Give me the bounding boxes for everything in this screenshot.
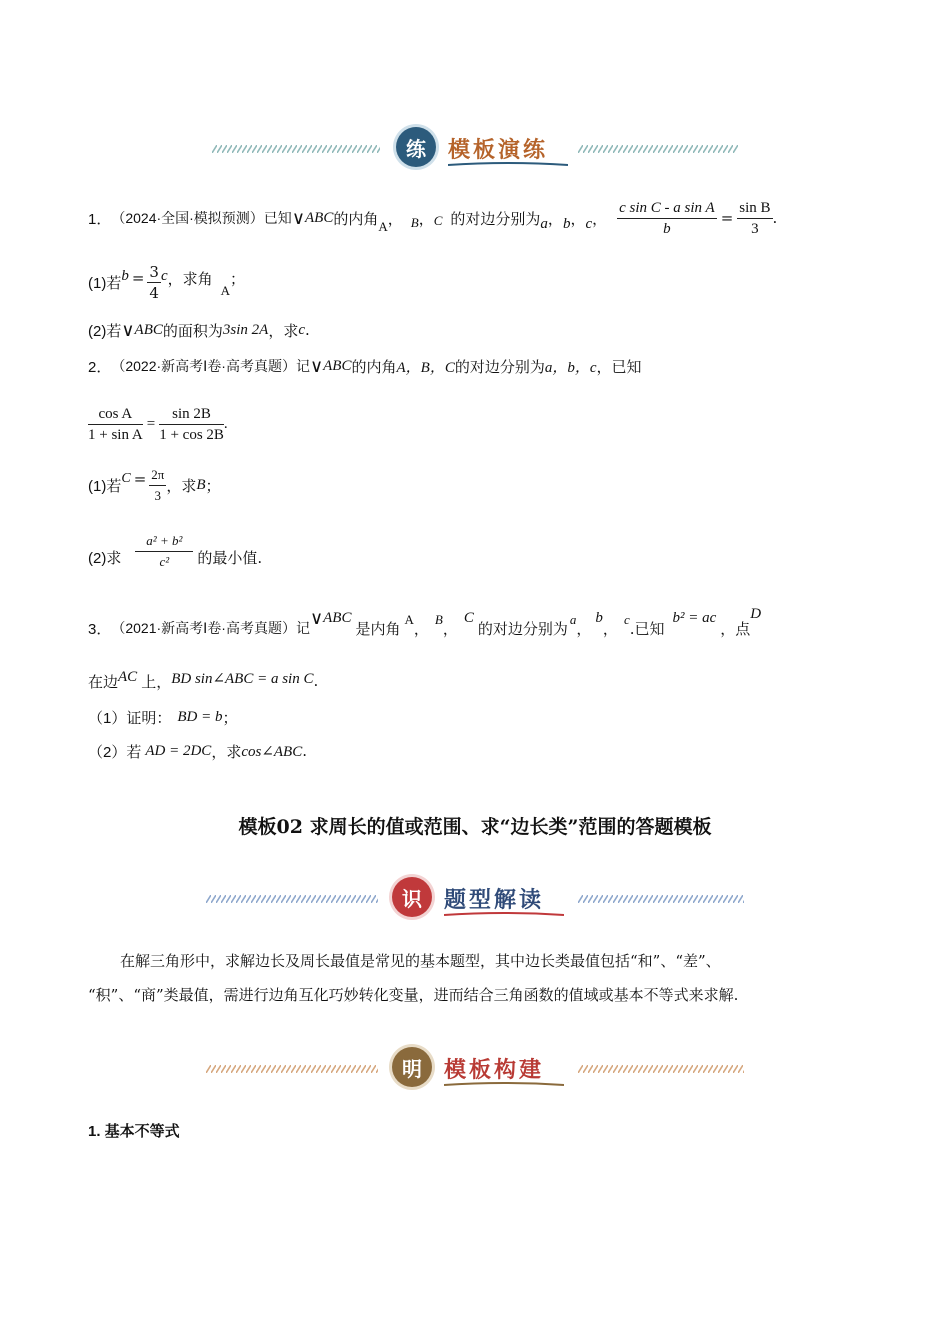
semicolon: ；	[205, 476, 221, 495]
banner-stripe-right	[578, 895, 744, 903]
triangle-symbol: ∨	[309, 607, 324, 629]
question-label: (2)求	[88, 550, 122, 567]
banner-title: 模板演练	[448, 137, 549, 163]
angle-a: A	[220, 283, 231, 298]
banner-practice	[212, 124, 738, 174]
fraction-numerator: c sin C - a sin A	[617, 198, 717, 219]
problem-text: 的内角	[351, 357, 397, 376]
banner-title: 题型解读	[444, 887, 545, 913]
problem-number: 2．	[88, 358, 112, 376]
period: .	[302, 742, 308, 760]
problem-number: 3．	[88, 620, 112, 638]
problem-2-line	[88, 352, 642, 380]
angle-c: C	[433, 213, 443, 228]
fraction-denominator: 3	[154, 487, 162, 503]
fraction-denominator: c²	[159, 554, 170, 569]
angles: A，B，C	[396, 359, 455, 376]
problem-1-question-1	[88, 259, 245, 305]
sides: a，b，c	[544, 359, 597, 376]
interpret-paragraph	[88, 944, 868, 1012]
fraction-rhs	[159, 404, 224, 445]
problem-3-question-1	[88, 703, 237, 731]
separator: ，	[547, 209, 563, 228]
banner-stripe-left	[206, 1065, 378, 1073]
question-text: 的面积为	[162, 321, 223, 340]
side-a: a	[569, 612, 577, 627]
period: .	[313, 672, 319, 690]
fraction-denominator: 4	[149, 283, 159, 302]
paragraph-line: 在解三角形中，求解边长及周长最值是常见的基本题型，其中边长类最值包括“和”、“差”、	[120, 952, 721, 970]
problem-text: 是内角	[355, 619, 401, 638]
problem-source: （2021·新高考Ⅰ卷·高考真题）记	[111, 620, 310, 636]
triangle-symbol: ∨	[309, 355, 324, 377]
question-text: ，求角	[167, 269, 213, 288]
fraction	[135, 531, 193, 572]
template-heading: 模板02 求周长的值或范围、求“边长类”范围的答题模板	[238, 816, 712, 838]
problem-text: 的内角	[333, 209, 379, 228]
question-label: (2)若	[88, 322, 122, 340]
question-label: (1)若	[88, 274, 122, 292]
fraction-numerator: sin B	[737, 198, 772, 219]
fraction-denominator: b	[663, 220, 671, 237]
problem-1-question-2	[88, 316, 310, 344]
banner-stripe-left	[212, 145, 380, 153]
condition-expr: BD sin∠ABC = a sin C	[171, 670, 314, 687]
angle-a: A	[378, 219, 388, 234]
equals-sign: =	[146, 415, 156, 432]
side-b: b	[562, 215, 571, 232]
angle-b: B	[434, 612, 443, 627]
banner-interpret	[206, 874, 744, 924]
separator: ，	[570, 209, 586, 228]
question-label: （1）证明：	[88, 709, 172, 727]
period: .	[223, 415, 228, 432]
problem-text: 的对边分别为	[454, 357, 545, 376]
period: .	[772, 209, 778, 227]
problem-3-line-2	[88, 666, 318, 696]
triangle-symbol: ∨	[121, 319, 135, 341]
problem-text: ，点	[720, 619, 751, 638]
question-label: （2）若	[88, 743, 142, 761]
semicolon: ；	[222, 708, 238, 727]
problem-3-question-2	[88, 737, 307, 765]
target-expr: cos∠ABC	[241, 743, 303, 760]
problem-source: （2022·新高考Ⅰ卷·高考真题）记	[111, 358, 310, 374]
separator: ，	[413, 619, 429, 638]
problem-1-line	[88, 195, 777, 241]
side-c: c	[585, 215, 593, 232]
semicolon: ；	[230, 269, 246, 288]
equals-sign: =	[133, 470, 147, 488]
equals-sign: =	[131, 269, 145, 287]
banner-stripe-right	[578, 1065, 744, 1073]
banner-badge: 明	[392, 1047, 432, 1087]
fraction-lhs	[88, 404, 143, 445]
problem-text: 上，	[141, 672, 172, 691]
problem-text: 的对边分别为	[477, 619, 568, 638]
side-c: c	[623, 612, 630, 627]
var-b: b	[121, 267, 129, 284]
question-text: ，求	[166, 476, 197, 495]
var-b: B	[196, 476, 206, 493]
condition-expr: b² = ac	[672, 609, 717, 626]
segment-ac: AC	[118, 668, 138, 685]
question-text: ，求	[211, 742, 242, 761]
banner-underline	[444, 912, 564, 918]
triangle-name: ABC	[323, 609, 352, 626]
var-c: c	[160, 267, 168, 284]
fraction-lhs	[617, 198, 717, 239]
problem-2-question-2	[88, 522, 262, 572]
separator: ，	[602, 619, 618, 638]
angle-c: C	[463, 609, 474, 626]
problem-number: 1．	[88, 210, 112, 228]
triangle-name: ABC	[305, 209, 334, 226]
banner-badge: 练	[396, 127, 436, 167]
problem-text: ，已知	[596, 357, 642, 376]
fraction-numerator: sin 2B	[159, 404, 224, 425]
problem-text: .已知	[629, 619, 665, 638]
banner-underline	[448, 162, 568, 168]
paragraph-line: “积”、“商”类最值，需进行边角互化巧妙转化变量，进而结合三角函数的值域或基本不等式来求解.	[88, 986, 739, 1004]
period: .	[305, 321, 310, 339]
fraction-denominator: 1 + sin A	[88, 426, 143, 443]
question-label: (1)若	[88, 477, 122, 495]
section-heading: 1. 基本不等式	[88, 1123, 180, 1140]
problem-2-equation	[88, 400, 228, 448]
fraction-numerator: 3	[149, 262, 159, 281]
banner-stripe-right	[578, 145, 738, 153]
angle-a: A	[404, 612, 414, 627]
point-d: D	[750, 605, 762, 622]
fraction-numerator: a² + b²	[135, 531, 193, 552]
question-text: 的最小值.	[197, 549, 263, 567]
fraction-denominator: 3	[751, 220, 759, 237]
separator: ，	[592, 209, 608, 228]
problem-text: 在边	[88, 672, 119, 691]
banner-underline	[444, 1082, 564, 1088]
problem-3-line	[88, 605, 762, 648]
triangle-symbol: ∨	[291, 207, 305, 229]
banner-build	[206, 1044, 744, 1094]
separator: ，	[442, 619, 458, 638]
equals-sign: =	[720, 209, 734, 227]
fraction	[147, 262, 161, 303]
triangle-name: ABC	[323, 357, 352, 374]
side-b: b	[595, 609, 603, 626]
problem-text: 的对边分别为	[450, 209, 541, 228]
banner-title: 模板构建	[444, 1057, 545, 1083]
separator: ，	[387, 209, 403, 228]
fraction-rhs	[737, 198, 772, 239]
fraction-denominator: 1 + cos 2B	[159, 426, 224, 443]
fraction-numerator: cos A	[88, 404, 143, 425]
problem-source: （2024·全国·模拟预测）已知	[111, 210, 292, 226]
problem-2-question-1	[88, 462, 221, 508]
var-c: C	[121, 471, 131, 486]
proof-expr: BD = b	[177, 708, 223, 725]
banner-stripe-left	[206, 895, 378, 903]
banner-badge: 识	[392, 877, 432, 917]
fraction-numerator: 2π	[149, 465, 166, 486]
var-c: c	[298, 321, 305, 338]
separator: ，	[576, 619, 592, 638]
triangle-name: ABC	[134, 321, 163, 338]
angle-b: B	[410, 215, 419, 230]
question-text: ，求	[268, 321, 299, 340]
separator: ，	[418, 209, 434, 228]
given-expr: AD = 2DC	[145, 742, 212, 759]
fraction	[149, 465, 166, 506]
side-a: a	[540, 215, 548, 232]
area-expr: 3sin 2A	[222, 321, 269, 338]
